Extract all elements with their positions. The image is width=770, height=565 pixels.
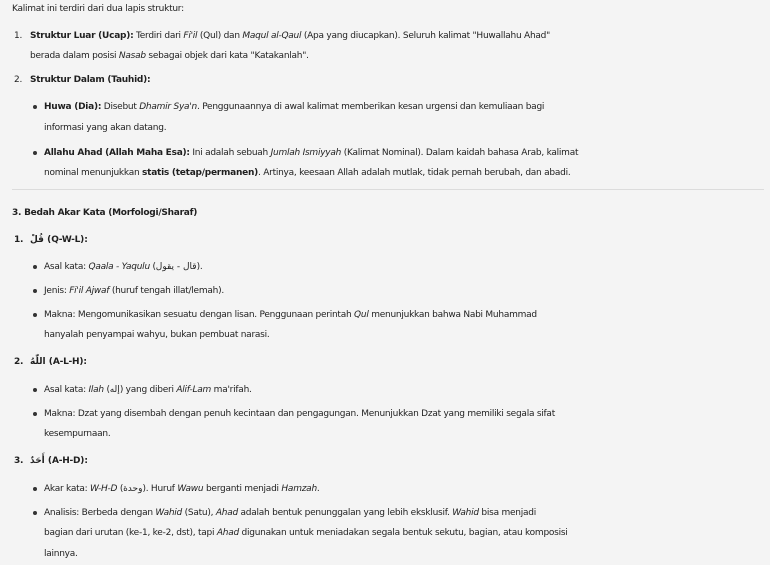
bullet-icon xyxy=(33,151,37,155)
bullet-allah-makna: Makna: Dzat yang disembah dengan penuh kecintaan dan pengagungan. Menunjukkan Dzat yang memiliki segala sifat xyxy=(44,409,555,419)
bullet-icon xyxy=(33,487,37,491)
root-heading-allah: 2. اللّٰهُ (A-L-H): xyxy=(14,357,88,367)
bullet-ahad-akar: Akar kata: W-H-D (وحدة). Huruf Wawu berganti menjadi Hamzah. xyxy=(44,484,320,494)
bullet-ahad-analisis-cont2: lainnya. xyxy=(44,549,78,559)
section-divider xyxy=(12,189,764,190)
bullet-qul-makna: Makna: Mengomunikasikan sesuatu dengan lisan. Penggunaan perintah Qul menunjukkan bahwa Nabi Muhammad xyxy=(44,310,537,320)
list-item-struktur-dalam: 2. Struktur Dalam (Tauhid): xyxy=(14,75,151,85)
bullet-icon xyxy=(33,313,37,317)
list-item-struktur-luar-cont: berada dalam posisi Nasab sebagai objek dari kata "Katakanlah". xyxy=(30,51,309,61)
intro-text: Kalimat ini terdiri dari dua lapis struktur: xyxy=(12,4,184,14)
bullet-huwa-cont: informasi yang akan datang. xyxy=(44,123,167,133)
bullet-icon xyxy=(33,412,37,416)
root-heading-ahad: 3. أَحَدٌ (A-H-D): xyxy=(14,456,88,466)
root-heading-qul: 1. قُلْ (Q-W-L): xyxy=(14,235,88,245)
bullet-allah-asal: Asal kata: Ilah (إله) yang diberi Alif-Lam ma'rifah. xyxy=(44,385,252,395)
bullet-icon xyxy=(33,105,37,109)
list-item-struktur-luar: 1. Struktur Luar (Ucap): Terdiri dari Fi'il (Qul) dan Maqul al-Qaul (Apa yang diucapkan). Seluruh kalimat "Huwallahu Ahad" xyxy=(14,31,551,41)
section-heading: 3. Bedah Akar Kata (Morfologi/Sharaf) xyxy=(12,208,198,218)
bullet-icon xyxy=(33,289,37,293)
bullet-icon xyxy=(33,265,37,269)
bullet-allahu-ahad: Allahu Ahad (Allah Maha Esa): Ini adalah sebuah Jumlah Ismiyyah (Kalimat Nominal). Dalam kaidah bahasa Arab, kalimat xyxy=(44,148,579,158)
bullet-allahu-ahad-cont: nominal menunjukkan statis (tetap/permanen). Artinya, keesaan Allah adalah mutlak, tidak pernah berubah, dan abadi. xyxy=(44,168,571,178)
bullet-icon xyxy=(33,388,37,392)
bullet-qul-asal: Asal kata: Qaala - Yaqulu (قال - يقول). xyxy=(44,262,203,272)
bullet-huwa: Huwa (Dia): Disebut Dhamir Sya'n. Penggunaannya di awal kalimat memberikan kesan urgensi dan kemuliaan bagi xyxy=(44,102,545,112)
bullet-qul-makna-cont: hanyalah penyampai wahyu, bukan pembuat narasi. xyxy=(44,330,270,340)
bullet-ahad-analisis: Analisis: Berbeda dengan Wahid (Satu), Ahad adalah bentuk penunggalan yang lebih eksklusif. Wahid bisa menjadi xyxy=(44,508,536,518)
bullet-allah-makna-cont: kesempurnaan. xyxy=(44,429,111,439)
bullet-icon xyxy=(33,511,37,515)
bullet-ahad-analisis-cont: bagian dari urutan (ke-1, ke-2, dst), tapi Ahad digunakan untuk meniadakan segala bentuk sekutu, bagian, atau komposisi xyxy=(44,528,568,538)
bullet-qul-jenis: Jenis: Fi'il Ajwaf (huruf tengah illat/lemah). xyxy=(44,286,224,296)
